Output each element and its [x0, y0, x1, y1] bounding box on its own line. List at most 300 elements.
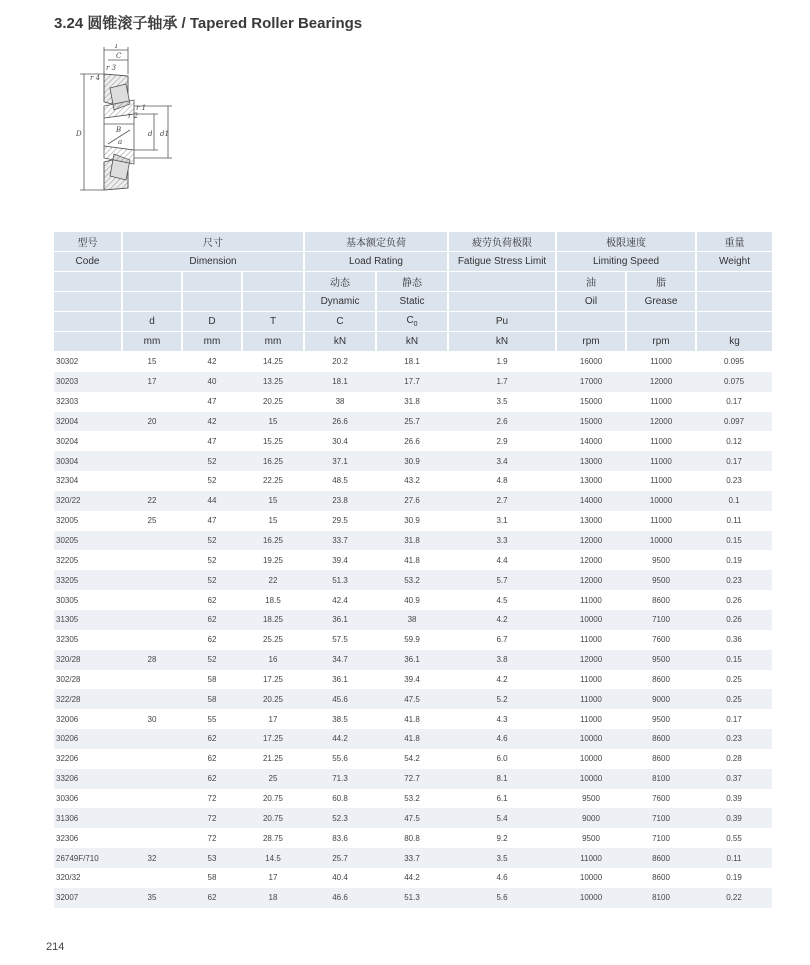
cell-d: 20	[122, 412, 182, 432]
cell-kg: 0.26	[726, 595, 742, 605]
table-row	[54, 570, 772, 590]
cell-c0: 72.7	[376, 769, 448, 789]
cell-grease: 8100	[626, 769, 696, 789]
cell-d: 58	[182, 689, 242, 709]
cell-kg: 0.1	[696, 491, 772, 511]
cell-code: 30304	[54, 451, 122, 471]
cell-c: 55.6	[332, 754, 348, 764]
cell-c0: 51.3	[376, 888, 448, 908]
cell-kg: 0.19	[726, 555, 742, 565]
cell-d	[122, 610, 182, 630]
cell-kg: 0.22	[696, 888, 772, 908]
label-d1: d1	[160, 130, 169, 138]
cell-d	[122, 531, 182, 551]
cell-code: 32304	[56, 476, 79, 486]
cell-oil: 12000	[556, 570, 626, 590]
cell-pu: 4.6	[448, 729, 556, 749]
cell-oil: 15000	[556, 412, 626, 432]
cell-c: 37.1	[304, 451, 376, 471]
cell-pu: 4.2	[496, 674, 508, 684]
label-D: D	[76, 130, 82, 138]
cell-d: 30	[147, 714, 157, 724]
header-unit-d: mm	[122, 332, 182, 352]
cell-d: 52	[182, 570, 242, 590]
cell-grease: 9500	[626, 570, 696, 590]
cell-code: 32206	[56, 754, 79, 764]
cell-d	[122, 451, 182, 471]
cell-pu: 2.7	[448, 491, 556, 511]
cell-kg: 0.15	[696, 531, 772, 551]
cell-grease: 10000	[626, 531, 696, 551]
cell-code: 32205	[56, 555, 79, 565]
cell-oil: 10000	[579, 754, 603, 764]
cell-grease: 9500	[626, 650, 696, 670]
cell-grease: 11000	[650, 357, 672, 367]
cell-pu: 9.2	[496, 833, 508, 843]
cell-d: 22	[122, 491, 182, 511]
cell-t: 20.25	[242, 689, 304, 709]
cell-pu: 2.6	[448, 412, 556, 432]
cell-oil: 10000	[579, 873, 603, 883]
cell-d	[122, 590, 182, 610]
header-unit-D: mm	[182, 332, 242, 352]
page-number: 214	[46, 941, 65, 953]
cell-t: 14.5	[242, 848, 304, 868]
cell-t: 17	[268, 714, 278, 724]
table-row	[54, 769, 772, 789]
cell-oil: 13000	[579, 516, 603, 526]
cell-c: 23.8	[304, 491, 376, 511]
cell-t: 20.75	[242, 808, 304, 828]
header-code-en: Code	[54, 252, 122, 272]
cell-c0: 40.9	[404, 595, 420, 605]
cell-t: 25.25	[262, 635, 284, 645]
cell-c0: 47.5	[376, 689, 448, 709]
cell-grease: 8600	[652, 595, 670, 605]
cell-d: 28	[122, 650, 182, 670]
cell-t: 15	[242, 412, 304, 432]
header-load-en: Load Rating	[304, 252, 448, 272]
header-dynamic-cn: 动态	[304, 272, 376, 292]
cell-d: 42	[207, 357, 217, 367]
cell-kg: 0.11	[726, 516, 742, 526]
table-row	[54, 392, 772, 412]
cell-kg: 0.097	[696, 412, 772, 432]
bearing-cross-section-diagram	[68, 44, 192, 220]
cell-pu: 3.3	[448, 531, 556, 551]
cell-d: 62	[182, 888, 242, 908]
cell-grease: 12000	[626, 412, 696, 432]
table-row	[54, 610, 772, 630]
cell-c0: 47.5	[376, 808, 448, 828]
cell-d	[122, 670, 182, 690]
header-dimension-cn: 尺寸	[122, 232, 304, 252]
cell-d: 62	[182, 729, 242, 749]
cell-grease: 8600	[626, 848, 696, 868]
cell-d: 32	[122, 848, 182, 868]
header-oil-en: Oil	[556, 292, 626, 312]
cell-d: 52	[182, 650, 242, 670]
header-speed-en: Limiting Speed	[556, 252, 696, 272]
header-static-cn: 静态	[376, 272, 448, 292]
cell-c0: 27.6	[376, 491, 448, 511]
header-static-en: Static	[376, 292, 448, 312]
cell-t: 22.25	[262, 476, 284, 486]
cell-d: 47	[207, 397, 217, 407]
cell-code: 320/22	[54, 491, 122, 511]
cell-oil: 9000	[556, 808, 626, 828]
cell-c: 46.6	[304, 888, 376, 908]
cell-c: 20.2	[332, 357, 348, 367]
cell-d: 62	[207, 595, 217, 605]
cell-c: 71.3	[304, 769, 376, 789]
cell-c0: 39.4	[404, 674, 420, 684]
cell-oil: 12000	[556, 650, 626, 670]
cell-grease: 11000	[626, 451, 696, 471]
header-unit-grease: rpm	[626, 332, 696, 352]
cell-t: 20.75	[262, 793, 284, 803]
cell-d: 72	[182, 808, 242, 828]
cell-c0: 18.1	[404, 357, 420, 367]
header-dynamic-en: Dynamic	[304, 292, 376, 312]
table-row	[54, 412, 772, 432]
cell-t: 16	[242, 650, 304, 670]
table-row	[54, 511, 772, 531]
cell-code: 32303	[56, 397, 79, 407]
cell-t: 17.25	[262, 674, 284, 684]
cell-kg: 0.39	[726, 793, 742, 803]
header-grease-en: Grease	[626, 292, 696, 312]
cell-c0: 31.8	[404, 397, 420, 407]
cell-grease: 11000	[650, 516, 672, 526]
cell-kg: 0.26	[696, 610, 772, 630]
cell-t: 20.25	[262, 397, 284, 407]
cell-pu: 3.1	[496, 516, 508, 526]
cell-grease: 7100	[626, 808, 696, 828]
cell-grease: 7100	[626, 610, 696, 630]
header-oil-cn: 油	[556, 272, 626, 292]
cell-kg: 0.25	[726, 674, 742, 684]
cell-pu: 3.4	[448, 451, 556, 471]
cell-kg: 0.17	[726, 397, 742, 407]
label-B: B	[116, 126, 122, 134]
cell-d: 62	[207, 635, 217, 645]
cell-t: 15	[268, 516, 278, 526]
cell-t: 28.75	[262, 833, 284, 843]
label-r1: r 1	[136, 104, 147, 112]
label-r2: r 2	[128, 112, 139, 120]
header-fatigue-en: Fatigue Stress Limit	[448, 252, 556, 272]
cell-c: 34.7	[304, 650, 376, 670]
cell-pu: 4.5	[496, 595, 508, 605]
header-code-cn: 型号	[54, 232, 122, 252]
cell-code: 32004	[54, 412, 122, 432]
header-unit-C0: kN	[376, 332, 448, 352]
cell-t: 25	[242, 769, 304, 789]
table-row	[54, 531, 772, 551]
cell-code: 32305	[56, 635, 79, 645]
table-row	[54, 471, 772, 491]
cell-c0: 41.8	[404, 555, 420, 565]
cell-d: 62	[182, 769, 242, 789]
cell-d	[122, 570, 182, 590]
cell-t: 17	[268, 873, 278, 883]
cell-pu: 4.4	[496, 555, 508, 565]
cell-kg: 0.19	[726, 873, 742, 883]
table-row	[54, 431, 772, 451]
cell-code: 32006	[56, 714, 79, 724]
cell-d	[122, 729, 182, 749]
cell-kg: 0.23	[696, 570, 772, 590]
label-a: a	[118, 138, 123, 146]
cell-c: 52.3	[304, 808, 376, 828]
cell-kg: 0.17	[696, 451, 772, 471]
cell-kg: 0.23	[726, 476, 742, 486]
cell-c: 33.7	[304, 531, 376, 551]
cell-c: 25.7	[304, 848, 376, 868]
cell-c0: 59.9	[404, 635, 420, 645]
cell-kg: 0.095	[724, 357, 745, 367]
cell-d	[122, 749, 182, 769]
header-unit-kg: kg	[696, 332, 772, 352]
cell-t: 19.25	[262, 555, 284, 565]
cell-kg: 0.37	[696, 769, 772, 789]
cell-c0: 26.6	[404, 436, 420, 446]
cell-oil: 14000	[579, 436, 603, 446]
cell-d: 52	[207, 555, 217, 565]
cell-pu: 5.6	[448, 888, 556, 908]
table-row	[54, 550, 772, 570]
cell-pu: 5.4	[448, 808, 556, 828]
cell-t: 15.25	[262, 436, 284, 446]
cell-d	[122, 689, 182, 709]
cell-kg: 0.25	[696, 689, 772, 709]
cell-code: 30206	[54, 729, 122, 749]
cell-grease: 9500	[652, 714, 670, 724]
cell-oil: 12000	[556, 531, 626, 551]
cell-pu: 2.9	[496, 436, 508, 446]
cell-c0: 30.9	[404, 516, 420, 526]
cell-c: 26.6	[304, 412, 376, 432]
cell-pu: 6.1	[496, 793, 508, 803]
cell-c0: 17.7	[376, 372, 448, 392]
cell-c0: 53.2	[404, 793, 420, 803]
cell-code: 33206	[54, 769, 122, 789]
cell-pu: 1.9	[496, 357, 508, 367]
table-row	[54, 729, 772, 749]
cell-pu: 3.5	[496, 397, 508, 407]
cell-t: 16.25	[242, 451, 304, 471]
cell-grease: 9000	[626, 689, 696, 709]
cell-kg: 0.17	[726, 714, 742, 724]
cell-oil: 11000	[580, 674, 602, 684]
cell-c0: 33.7	[376, 848, 448, 868]
cell-grease: 9500	[652, 555, 670, 565]
cell-t: 14.25	[262, 357, 284, 367]
table-row	[54, 868, 772, 888]
header-grease-cn: 脂	[626, 272, 696, 292]
cell-grease: 7100	[652, 833, 670, 843]
cell-code: 30302	[56, 357, 79, 367]
header-weight-en: Weight	[696, 252, 772, 272]
label-r3: r 3	[106, 64, 117, 72]
cell-d: 47	[207, 436, 217, 446]
cell-d: 72	[207, 793, 217, 803]
cell-code: 32007	[54, 888, 122, 908]
cell-oil: 11000	[580, 635, 602, 645]
cell-c0: 44.2	[404, 873, 420, 883]
cell-d: 52	[182, 531, 242, 551]
header-unit-C: kN	[304, 332, 376, 352]
cell-pu: 8.1	[448, 769, 556, 789]
cell-oil: 10000	[556, 888, 626, 908]
table-row	[54, 789, 772, 809]
header-sym-C0: $C_0$	[376, 312, 448, 332]
cell-d	[122, 471, 182, 491]
cell-c0: 38	[376, 610, 448, 630]
cell-d: 15	[147, 357, 157, 367]
label-C: C	[116, 52, 122, 60]
cell-grease: 7600	[652, 635, 670, 645]
page-title: 3.24 圆锥滚子轴承 / Tapered Roller Bearings	[54, 15, 363, 32]
cell-c: 48.5	[332, 476, 348, 486]
cell-c: 40.4	[332, 873, 348, 883]
header-dimension-en: Dimension	[122, 252, 304, 272]
cell-c: 83.6	[332, 833, 348, 843]
cell-d	[122, 868, 182, 888]
cell-d: 58	[207, 873, 217, 883]
cell-code: 30203	[54, 372, 122, 392]
cell-d: 62	[182, 610, 242, 630]
cell-pu: 3.5	[448, 848, 556, 868]
cell-pu: 6.7	[496, 635, 508, 645]
header-sym-Pu: Pu	[448, 312, 556, 332]
cell-c: 36.1	[332, 674, 348, 684]
cell-code: 30205	[54, 531, 122, 551]
cell-d: 52	[207, 476, 217, 486]
cell-pu: 5.7	[448, 570, 556, 590]
table-row	[54, 451, 772, 471]
cell-oil: 14000	[556, 491, 626, 511]
cell-d	[122, 550, 182, 570]
cell-pu: 4.8	[496, 476, 508, 486]
cell-code: 320/32	[56, 873, 81, 883]
cell-c: 38.5	[332, 714, 348, 724]
cell-grease: 11000	[650, 476, 672, 486]
cell-d	[122, 789, 182, 809]
cell-oil: 15000	[579, 397, 603, 407]
header-fatigue-cn: 疲劳负荷极限	[448, 232, 556, 252]
cell-d	[122, 769, 182, 789]
cell-c0: 43.2	[404, 476, 420, 486]
cell-pu: 4.6	[496, 873, 508, 883]
table-row	[54, 828, 772, 848]
cell-oil: 11000	[580, 595, 602, 605]
cell-kg: 0.11	[696, 848, 772, 868]
header-sym-T: T	[242, 312, 304, 332]
cell-d: 35	[122, 888, 182, 908]
cell-oil: 10000	[556, 729, 626, 749]
cell-code: 302/28	[56, 674, 81, 684]
cell-pu: 4.2	[448, 610, 556, 630]
cell-oil: 11000	[580, 714, 602, 724]
cell-c0: 30.9	[376, 451, 448, 471]
cell-c: 44.2	[304, 729, 376, 749]
cell-grease: 8100	[626, 888, 696, 908]
cell-code: 322/28	[54, 689, 122, 709]
cell-oil: 16000	[579, 357, 603, 367]
cell-d: 40	[182, 372, 242, 392]
cell-c0: 31.8	[376, 531, 448, 551]
table-row	[54, 630, 772, 650]
cell-d: 55	[207, 714, 217, 724]
cell-oil: 17000	[556, 372, 626, 392]
cell-d: 72	[207, 833, 217, 843]
cell-grease: 8600	[652, 674, 670, 684]
cell-d: 62	[207, 754, 217, 764]
header-weight-cn: 重量	[696, 232, 772, 252]
cell-t: 18.25	[242, 610, 304, 630]
cell-oil: 9500	[582, 793, 600, 803]
cell-d: 17	[122, 372, 182, 392]
cell-pu: 4.3	[496, 714, 508, 724]
header-unit-oil: rpm	[556, 332, 626, 352]
table-row	[54, 650, 772, 670]
cell-c0: 54.2	[404, 754, 420, 764]
cell-c0: 80.8	[404, 833, 420, 843]
cell-oil: 12000	[579, 555, 603, 565]
table-row	[54, 670, 772, 690]
cell-kg: 0.28	[726, 754, 742, 764]
header-unit-Pu: kN	[448, 332, 556, 352]
cell-c0: 36.1	[376, 650, 448, 670]
table-row	[54, 888, 772, 908]
cell-kg: 0.39	[696, 808, 772, 828]
cell-d: 25	[147, 516, 157, 526]
cell-c: 42.4	[332, 595, 348, 605]
cell-t: 15	[242, 491, 304, 511]
label-r4: r 4	[90, 74, 101, 82]
cell-pu: 5.2	[448, 689, 556, 709]
cell-oil: 13000	[579, 476, 603, 486]
cell-d: 58	[207, 674, 217, 684]
cell-grease: 8600	[652, 754, 670, 764]
cell-kg: 0.55	[726, 833, 742, 843]
cell-grease: 10000	[626, 491, 696, 511]
cell-pu: 3.8	[448, 650, 556, 670]
cell-d	[122, 828, 182, 848]
header-sym-C: C	[304, 312, 376, 332]
cell-code: 33205	[54, 570, 122, 590]
cell-t: 13.25	[242, 372, 304, 392]
cell-d	[122, 808, 182, 828]
cell-pu: 6.0	[496, 754, 508, 764]
cell-t: 18	[242, 888, 304, 908]
cell-c0: 53.2	[376, 570, 448, 590]
cell-t: 18.5	[265, 595, 281, 605]
cell-grease: 11000	[650, 436, 672, 446]
table-row	[54, 808, 772, 828]
cell-oil: 10000	[556, 610, 626, 630]
cell-d	[122, 392, 182, 412]
cell-oil: 9500	[582, 833, 600, 843]
cell-t: 17.25	[242, 729, 304, 749]
cell-c: 18.1	[304, 372, 376, 392]
cell-code: 32306	[56, 833, 79, 843]
cell-t: 16.25	[242, 531, 304, 551]
cell-c: 60.8	[332, 793, 348, 803]
cell-d: 52	[182, 451, 242, 471]
